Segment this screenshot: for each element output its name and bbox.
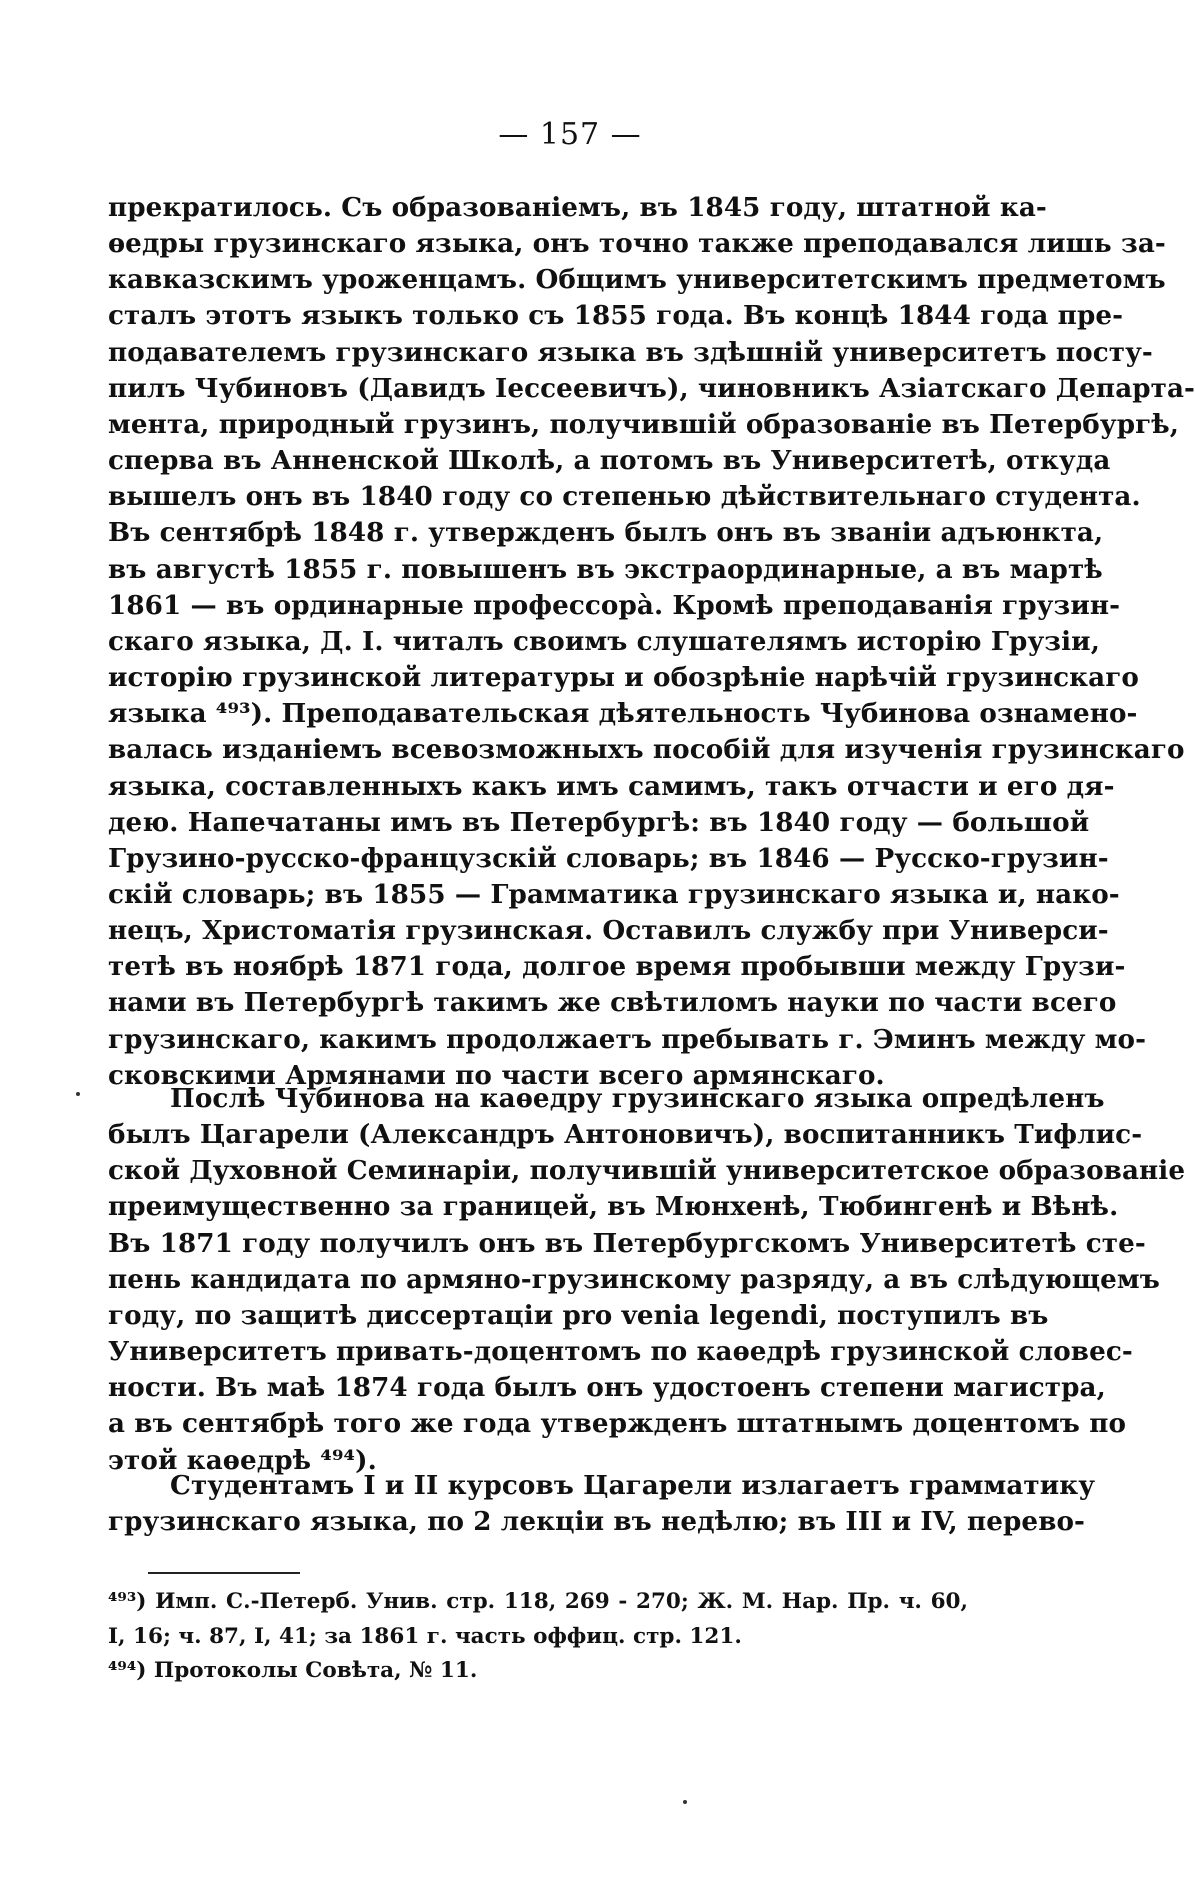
paragraph-1	[108, 190, 1195, 1094]
print-speck	[683, 1800, 687, 1804]
text-line: нецъ, Христоматія грузинская. Оставилъ службу при Универси-	[108, 915, 1109, 947]
text-line: 1861 — въ ординарные профессорà. Кромѣ преподаванія грузин-	[108, 589, 1121, 621]
text-line: а въ сентябрѣ того же года утвержденъ штатнымъ доцентомъ по	[108, 1408, 1127, 1440]
footnote-line: I, 16; ч. 87, I, 41; за 1861 г. часть оффиц. стр. 121.	[108, 1623, 742, 1649]
text-line: преимущественно за границей, въ Мюнхенѣ, Тюбингенѣ и Вѣнѣ.	[108, 1191, 1119, 1223]
text-line: скаго языка, Д. І. читалъ своимъ слушателямъ исторію Грузіи,	[108, 625, 1100, 657]
text-line: дею. Напечатаны имъ въ Петербургѣ: въ 1840 году — большой	[108, 806, 1090, 838]
paragraph-3	[108, 1468, 1096, 1540]
text-line: кавказскимъ уроженцамъ. Общимъ университетскимъ предметомъ	[108, 264, 1166, 296]
text-line: нами въ Петербургѣ такимъ же свѣтиломъ науки по части всего	[108, 987, 1117, 1019]
text-line: грузинскаго, какимъ продолжаетъ пребывать г. Эминъ между мо-	[108, 1023, 1147, 1055]
footnotes	[108, 1585, 968, 1689]
text-line: сталъ этотъ языкъ только съ 1855 года. Въ концѣ 1844 года пре-	[108, 300, 1124, 332]
footnote-line: ⁴⁹³) Имп. С.-Петерб. Унив. стр. 118, 269 - 270; Ж. М. Нар. Пр. ч. 60,	[108, 1589, 968, 1614]
text-line: подавателемъ грузинскаго языка въ здѣшній университетъ посту-	[108, 336, 1153, 368]
text-line: ѳедры грузинскаго языка, онъ точно также преподавался лишь за-	[108, 228, 1166, 260]
text-line: исторію грузинской литературы и обозрѣніе нарѣчій грузинскаго	[108, 662, 1139, 694]
text-line: ности. Въ маѣ 1874 года былъ онъ удостоенъ степени магистра,	[108, 1372, 1106, 1404]
paragraph-2	[108, 1081, 1186, 1479]
text-line: Грузино-русско-французскій словарь; въ 1846 — Русско-грузин-	[108, 842, 1109, 874]
text-line: Университетъ привать-доцентомъ по каѳедрѣ грузинской словес-	[108, 1336, 1133, 1368]
text-line: году, по защитѣ диссертаціи pro venia legendi, поступилъ въ	[108, 1299, 1049, 1331]
text-line: сковскими Армянами по части всего армянскаго.	[108, 1059, 885, 1091]
text-line: Послѣ Чубинова на каѳедру грузинскаго языка опредѣленъ	[170, 1083, 1105, 1114]
text-line: былъ Цагарели (Александръ Антоновичъ), воспитанникъ Тифлис-	[108, 1119, 1143, 1151]
text-line: сперва въ Анненской Школѣ, а потомъ въ Университетѣ, откуда	[108, 445, 1111, 477]
text-line: тетѣ въ ноябрѣ 1871 года, долгое время пробывши между Грузи-	[108, 951, 1126, 983]
text-line: языка, составленныхъ какъ имъ самимъ, такъ отчасти и его дя-	[108, 770, 1115, 802]
print-speck	[76, 1092, 80, 1096]
text-line: Въ сентябрѣ 1848 г. утвержденъ былъ онъ въ званіи адъюнкта,	[108, 517, 1104, 549]
footnote-divider	[148, 1572, 300, 1574]
text-line: пилъ Чубиновъ (Давидъ Іессеевичъ), чиновникъ Азіатскаго Департа-	[108, 372, 1195, 404]
text-line: грузинскаго языка, по 2 лекціи въ недѣлю; въ III и IV, перево-	[108, 1506, 1086, 1538]
text-line: прекратилось. Съ образованіемъ, въ 1845 году, штатной ка-	[108, 192, 1047, 223]
page-number: — 157 —	[498, 117, 642, 152]
text-line: скій словарь; въ 1855 — Грамматика грузинскаго языка и, нако-	[108, 878, 1120, 910]
text-line: Студентамъ I и II курсовъ Цагарели излагаетъ грамматику	[170, 1470, 1096, 1501]
text-line: въ августѣ 1855 г. повышенъ въ экстраординарные, а въ мартѣ	[108, 553, 1103, 585]
text-line: языка ⁴⁹³). Преподавательская дѣятельность Чубинова ознамено-	[108, 698, 1138, 730]
text-line: этой каѳедрѣ ⁴⁹⁴).	[108, 1444, 377, 1476]
text-line: вышелъ онъ въ 1840 году со степенью дѣйствительнаго студента.	[108, 481, 1141, 513]
text-line: ской Духовной Семинаріи, получившій университетское образованіе	[108, 1155, 1186, 1187]
text-line: валась изданіемъ всевозможныхъ пособій для изученія грузинскаго	[108, 734, 1185, 766]
text-line: Въ 1871 году получилъ онъ въ Петербургскомъ Университетѣ сте-	[108, 1227, 1146, 1259]
text-line: пень кандидата по армяно-грузинскому разряду, а въ слѣдующемъ	[108, 1263, 1160, 1295]
footnote-line: ⁴⁹⁴) Протоколы Совѣта, № 11.	[108, 1658, 478, 1683]
text-line: мента, природный грузинъ, получившій образованіе въ Петербургѣ,	[108, 408, 1179, 440]
